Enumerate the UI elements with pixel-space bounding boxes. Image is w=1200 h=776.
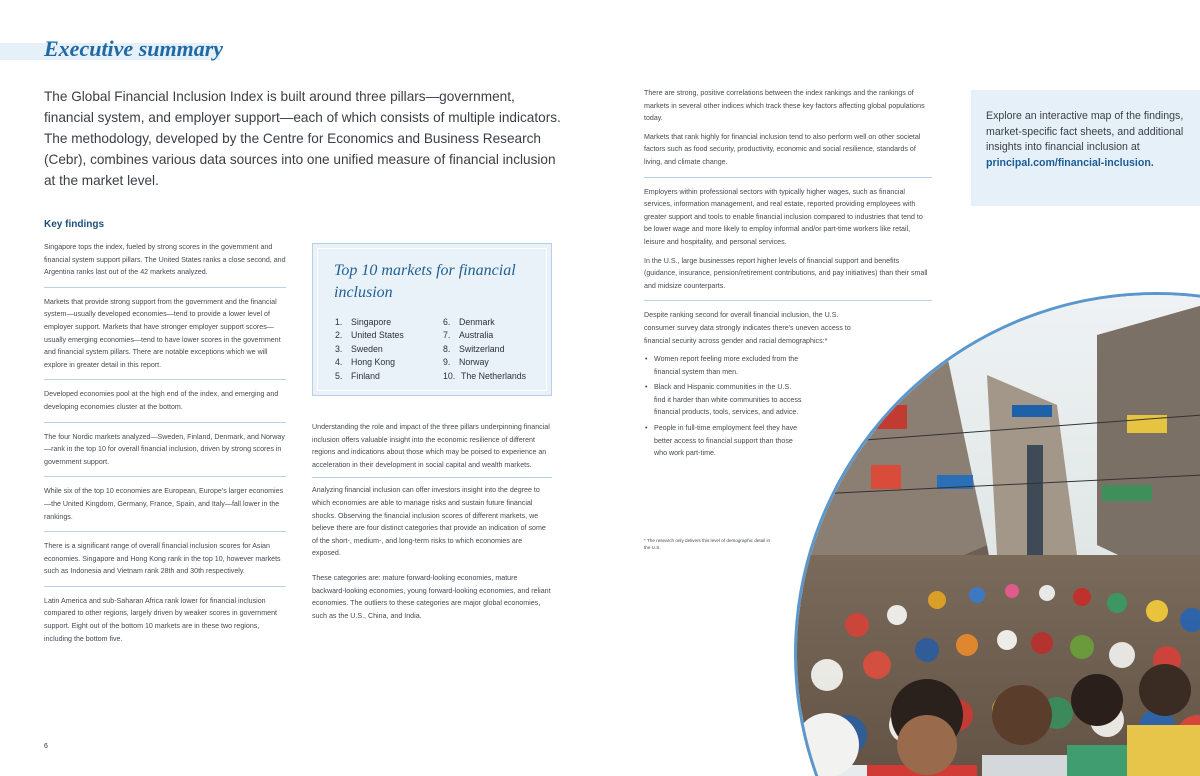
top10-list-right — [443, 316, 526, 383]
top10-item: 1. Singapore — [335, 317, 392, 327]
bullet-item: • Black and Hispanic communities in the U.S. find it harder than white communities to access financial products, tools, services, and advice. — [644, 381, 804, 419]
page-number: 6 — [44, 743, 48, 750]
finding-item: There is a significant range of overall financial inclusion scores for Asian economies. Singapore and Hong Kong rank in the top 10, however markets such as Indonesia and Vietnam rank 28th and 30th respectively. — [44, 540, 286, 587]
callout-text-block — [986, 109, 1191, 171]
top10-list-left — [335, 316, 404, 383]
key-findings-heading: Key findings — [44, 219, 105, 230]
finding-item: Latin America and sub-Saharan Africa rank lower for financial inclusion compared to other regions, largely driven by weaker scores in government support. Eight out of the bottom 10 markets are in these two regions, including the bottom five. — [44, 596, 278, 643]
footnote: * The research only delivers this level of demographic detail in the U.S. — [644, 538, 771, 550]
middle-column — [312, 421, 552, 634]
body-paragraph: Understanding the role and impact of the three pillars underpinning financial inclusion offers valuable insight into the economic resilience of different regions and indications about those which may be poised to experience an acceleration in their development in social capital and wealth markets. — [312, 421, 552, 478]
finding-item: Developed economies pool at the high end of the index, and emerging and developing economies cluster at the bottom. — [44, 388, 286, 422]
body-paragraph: Markets that rank highly for financial inclusion tend to also perform well on other societal factors such as food security, productivity, economic and social resilience, standards of living, and climate change. — [644, 131, 932, 178]
financial-inclusion-link[interactable]: principal.com/financial-inclusion. — [986, 156, 1154, 169]
right-column — [644, 87, 932, 463]
finding-item: Singapore tops the index, fueled by strong scores in the government and financial system support pillars. The United States ranks a close second, and Argentina ranks last out of the 42 markets analyzed. — [44, 241, 286, 288]
page-title: Executive summary — [44, 36, 224, 61]
top10-title: Top 10 markets for financial inclusion — [334, 262, 516, 301]
callout-text: Explore an interactive map of the findings, market-specific fact sheets, and additional insights into financial inclusion at — [986, 110, 1184, 154]
finding-item: The four Nordic markets analyzed—Sweden, Finland, Denmark, and Norway—rank in the top 10 for overall financial inclusion, driven by strong scores in government support. — [44, 431, 286, 478]
body-paragraph: Analyzing financial inclusion can offer investors insight into the degree to which economies are able to manage risks and sustain future financial shocks. Observing the financial inclusion scores of different markets, we believe there are four distinct categories that provide an indication of some of the short-, medium-, and long-term risks to which economies are exposed. — [312, 486, 546, 558]
top10-item: 3. Sweden — [335, 343, 383, 354]
body-paragraph: In the U.S., large businesses report higher levels of financial support and benefits (guidance, insurance, pension/retirement contributions, and pay initiatives) than their small and midsize counterparts. — [644, 255, 932, 302]
demographic-bullets — [644, 353, 804, 460]
top10-item: 8. Switzerland — [443, 343, 505, 354]
body-paragraph: Employers within professional sectors with typically higher wages, such as financial services, information management, and real estate, reported providing employees with greater support and tools to enable financial inclusion compared to industries that tend to be lower wage and more likely to employ informal and/or part-time workers like retail, leisure and hospitality, and personal services. — [644, 187, 923, 246]
bullet-item: • People in full-time employment feel they have better access to financial support than those who work part-time. — [644, 422, 804, 460]
top10-item: 4. Hong Kong — [335, 357, 396, 368]
bullet-item: • Women report feeling more excluded from the financial system than men. — [644, 353, 804, 378]
top10-item: 7. Australia — [443, 330, 494, 341]
finding-item: While six of the top 10 economies are European, Europe's larger economies—the United Kingdom, Germany, France, Spain, and Italy—fall lower in the rankings. — [44, 485, 286, 532]
top10-item: 9. Norway — [443, 357, 489, 368]
body-paragraph: There are strong, positive correlations between the index rankings and the rankings of markets in several other indices which track these key factors affecting global populations today. — [644, 89, 925, 123]
key-findings-list — [44, 241, 286, 661]
top10-item: 2. United States — [335, 330, 404, 341]
body-paragraph: Despite ranking second for overall financial inclusion, the U.S. consumer survey data strongly indicates there's uneven access to financial security across gender and racial demographics:* — [644, 311, 851, 345]
intro-paragraph: The Global Financial Inclusion Index is built around three pillars—government, financial system, and employer support—each of which consists of multiple indicators. The methodology, developed by the Centre for Economics and Business Research (Cebr), combines various data sources into one unified measure of financial inclusion at the market level. — [44, 89, 561, 188]
top10-item: 5. Finland — [335, 370, 380, 381]
finding-item: Markets that provide strong support from the government and the financial system—usually developed economies—tend to provide a lower level of employer support. Markets that have stronger employer support scores—usually emerging economies—tend to have lower scores in the government and financial system pillars. There are notable exceptions which we will explore in greater detail in this report. — [44, 296, 286, 381]
callout-box — [971, 90, 1200, 206]
top10-item: 10. The Netherlands — [443, 370, 527, 381]
body-paragraph: These categories are: mature forward-looking economies, mature backward-looking economies, young forward-looking economies, and reliant economies. The outliers to these categories are major global economies, such as the U.S., China, and India. — [312, 573, 551, 620]
top10-box — [312, 243, 552, 396]
top10-item: 6. Denmark — [443, 317, 495, 327]
